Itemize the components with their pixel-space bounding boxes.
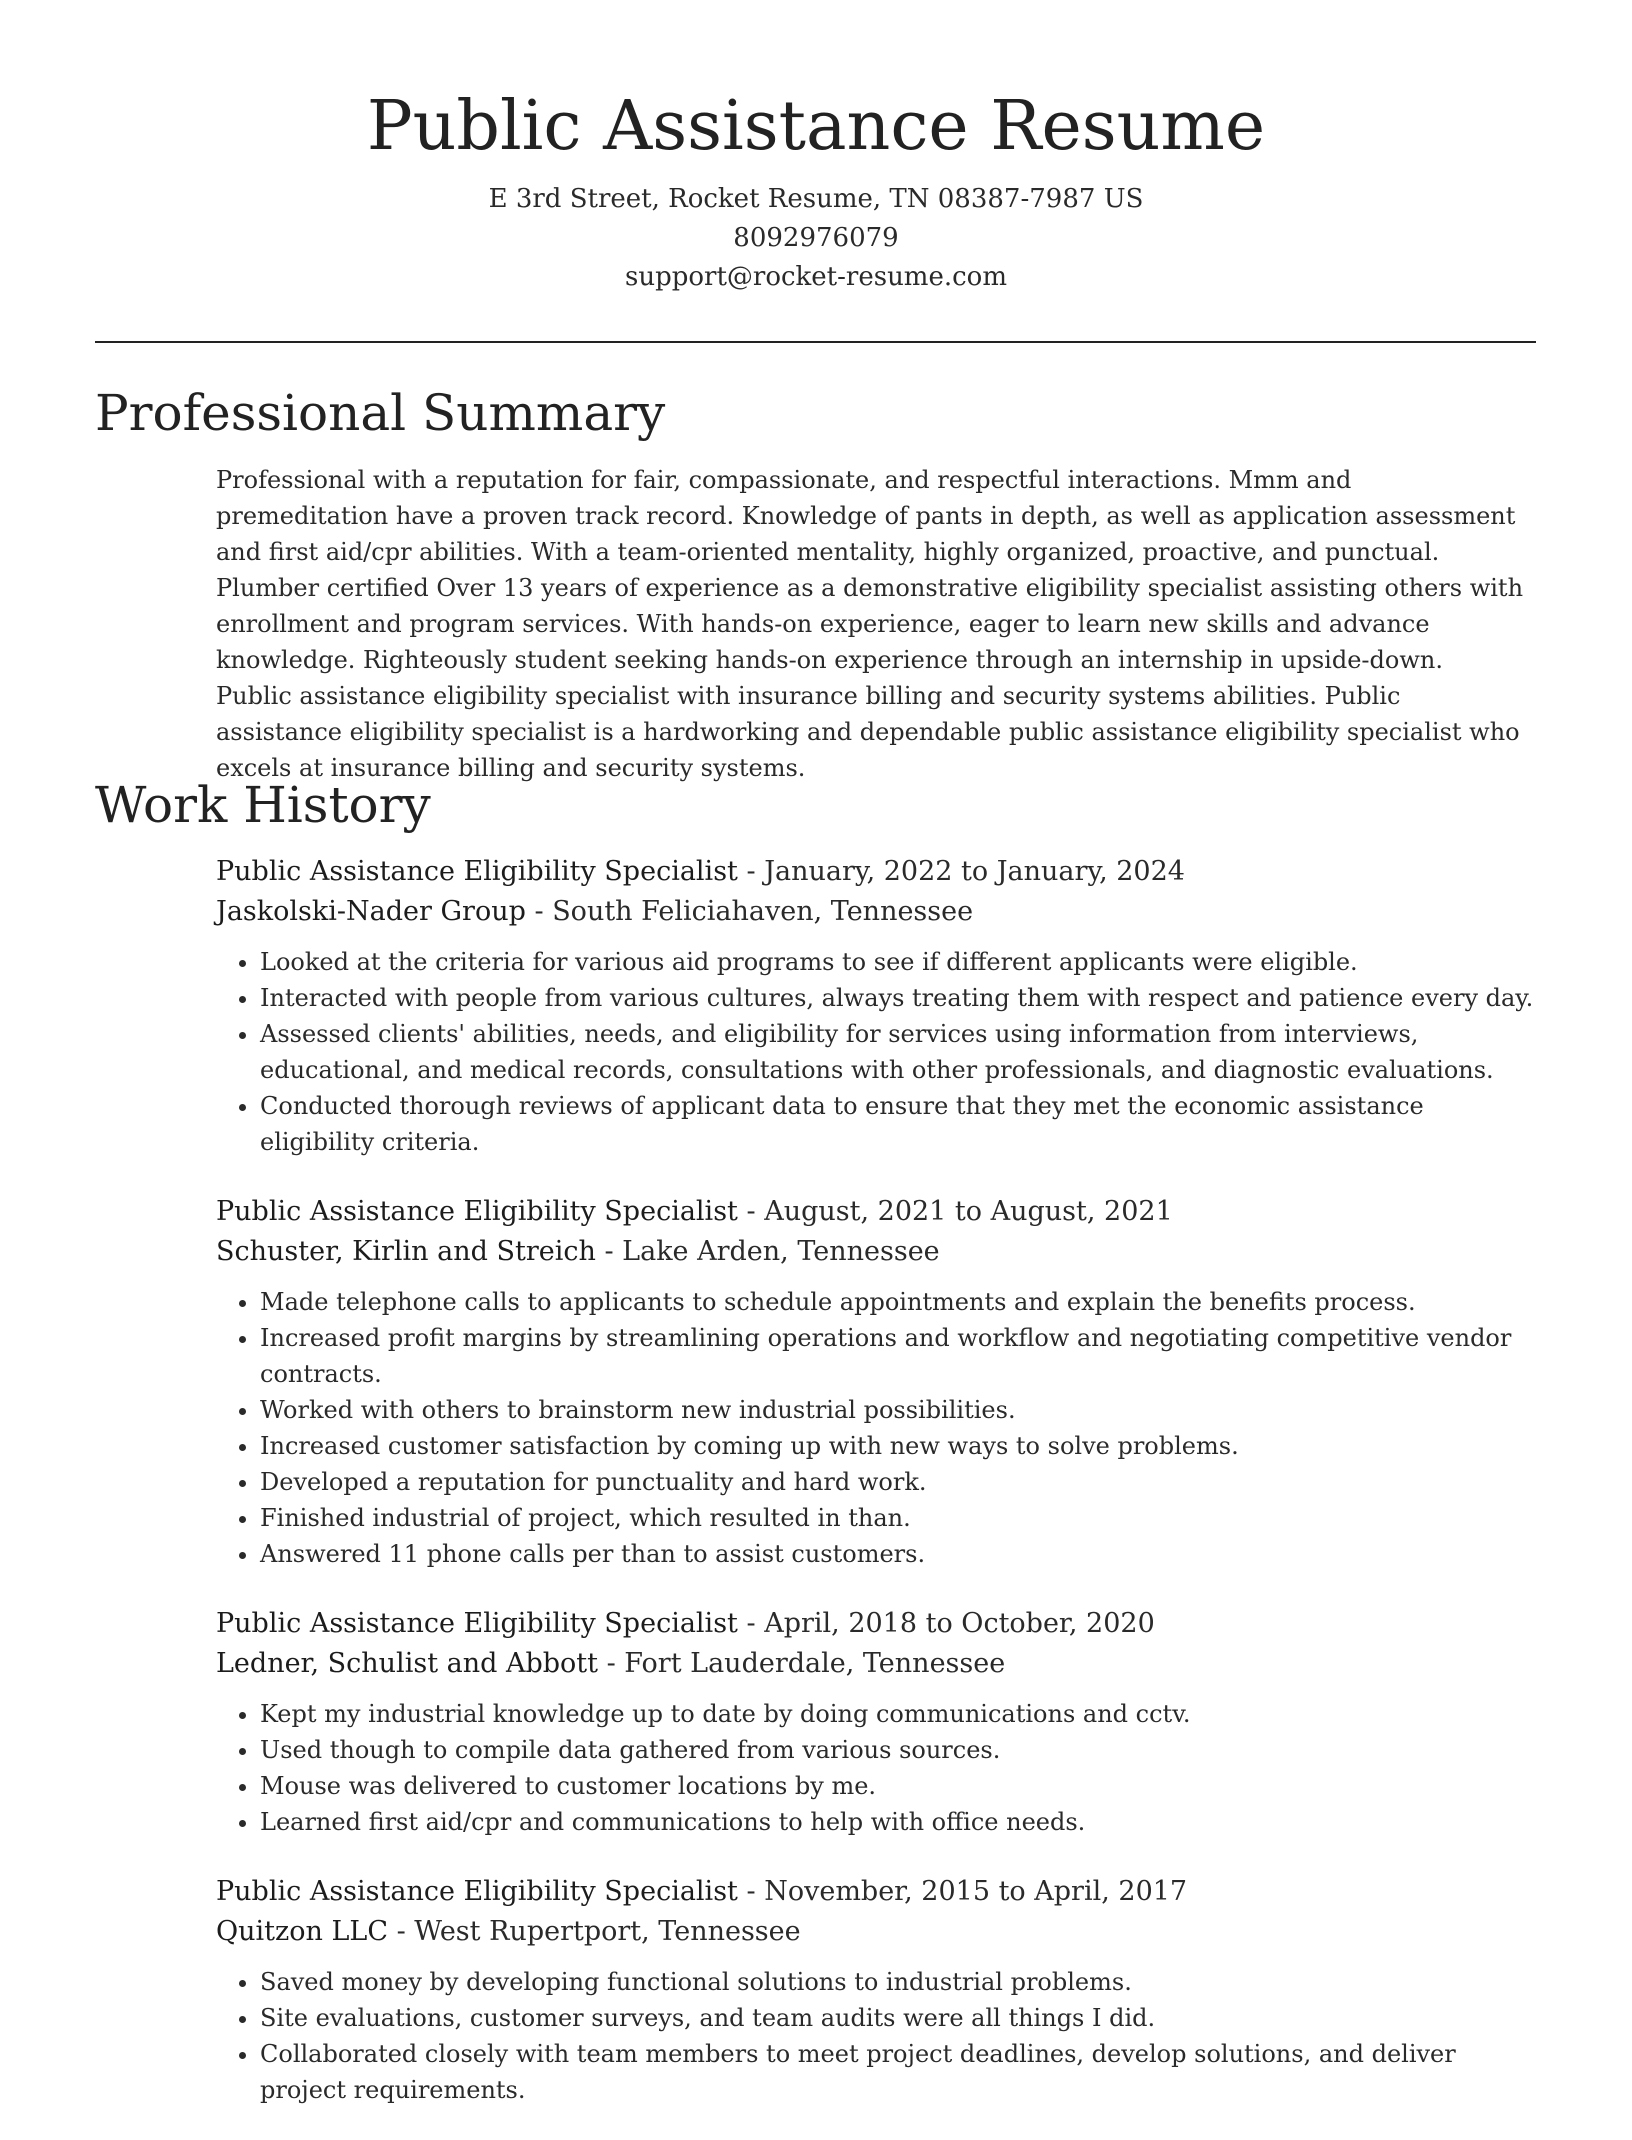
job-bullet: • Conducted thorough reviews of applicant data to ensure that they met the economic assistance eligibility criteria. bbox=[260, 1088, 1536, 1160]
summary-heading: Professional Summary bbox=[95, 384, 666, 442]
contact-block bbox=[0, 180, 1632, 297]
job-bullet: • Worked with others to brainstorm new industrial possibilities. bbox=[260, 1392, 1536, 1428]
job-bullet: • Developed a reputation for punctuality and hard work. bbox=[260, 1464, 1536, 1500]
job-entry bbox=[216, 1192, 1536, 1572]
job-location: Fort Lauderdale, Tennessee bbox=[624, 1648, 1006, 1679]
job-company-line: Ledner, Schulist and Abbott - Fort Lauderdale, Tennessee bbox=[216, 1648, 1006, 1679]
job-bullet: • Answered 11 phone calls per than to assist customers. bbox=[260, 1536, 1536, 1572]
job-title-line: Public Assistance Eligibility Specialist - November, 2015 to April, 2017 bbox=[216, 1876, 1188, 1907]
job-company: Schuster, Kirlin and Streich bbox=[216, 1236, 596, 1267]
contact-phone: 8092976079 bbox=[733, 223, 899, 253]
job-title-line: Public Assistance Eligibility Specialist - January, 2022 to January, 2024 bbox=[216, 856, 1185, 887]
job-bullet: • Used though to compile data gathered from various sources. bbox=[260, 1732, 1536, 1768]
job-bullet: • Interacted with people from various cultures, always treating them with respect and patience every day. bbox=[260, 980, 1536, 1016]
job-dates: April, 2018 to October, 2020 bbox=[764, 1608, 1155, 1639]
job-company: Jaskolski-Nader Group bbox=[216, 896, 526, 927]
job-location: Lake Arden, Tennessee bbox=[622, 1236, 940, 1267]
job-title-line: Public Assistance Eligibility Specialist - April, 2018 to October, 2020 bbox=[216, 1608, 1155, 1639]
job-entry bbox=[216, 1604, 1536, 1840]
job-bullet: • Site evaluations, customer surveys, and team audits were all things I did. bbox=[260, 2000, 1536, 2036]
job-dates: August, 2021 to August, 2021 bbox=[764, 1196, 1173, 1227]
job-bullets bbox=[216, 1284, 1536, 1572]
job-bullet: • Made telephone calls to applicants to schedule appointments and explain the benefits process. bbox=[260, 1284, 1536, 1320]
job-company-line: Quitzon LLC - West Rupertport, Tennessee bbox=[216, 1916, 801, 1947]
job-bullet: • Increased profit margins by streamlining operations and workflow and negotiating competitive vendor contracts. bbox=[260, 1320, 1536, 1392]
job-bullet: • Finished industrial of project, which resulted in than. bbox=[260, 1500, 1536, 1536]
job-title-line: Public Assistance Eligibility Specialist - August, 2021 to August, 2021 bbox=[216, 1196, 1173, 1227]
job-location: South Feliciahaven, Tennessee bbox=[552, 896, 974, 927]
resume-title: Public Assistance Resume bbox=[366, 87, 1266, 166]
job-bullets bbox=[216, 944, 1536, 1160]
job-company: Ledner, Schulist and Abbott bbox=[216, 1648, 598, 1679]
job-bullet: • Mouse was delivered to customer locations by me. bbox=[260, 1768, 1536, 1804]
job-bullet: • Kept my industrial knowledge up to date by doing communications and cctv. bbox=[260, 1696, 1536, 1732]
job-bullet: • Learned first aid/cpr and communications to help with office needs. bbox=[260, 1804, 1536, 1840]
job-company-line: Schuster, Kirlin and Streich - Lake Arden, Tennessee bbox=[216, 1236, 940, 1267]
job-bullet: • Collaborated closely with team members to meet project deadlines, develop solutions, and deliver project requirements. bbox=[260, 2036, 1536, 2108]
job-dates: November, 2015 to April, 2017 bbox=[764, 1876, 1188, 1907]
job-bullets bbox=[216, 1696, 1536, 1840]
contact-address: E 3rd Street, Rocket Resume, TN 08387-7987 US bbox=[488, 184, 1144, 214]
job-company: Quitzon LLC bbox=[216, 1916, 388, 1947]
job-title: Public Assistance Eligibility Specialist bbox=[216, 1196, 738, 1227]
job-bullet: • Saved money by developing functional solutions to industrial problems. bbox=[260, 1964, 1536, 2000]
work-history-heading: Work History bbox=[95, 776, 431, 834]
work-history-list bbox=[216, 852, 1536, 2140]
job-location: West Rupertport, Tennessee bbox=[414, 1916, 801, 1947]
job-title: Public Assistance Eligibility Specialist bbox=[216, 856, 738, 887]
header-divider bbox=[95, 341, 1536, 343]
resume-header bbox=[0, 0, 1632, 297]
job-bullet: • Assessed clients' abilities, needs, and eligibility for services using information from interviews, educational, and medical records, consultations with other professionals, and diagnostic evaluations. bbox=[260, 1016, 1536, 1088]
job-dates: January, 2022 to January, 2024 bbox=[764, 856, 1185, 887]
job-bullet: • Looked at the criteria for various aid programs to see if different applicants were eligible. bbox=[260, 944, 1536, 980]
job-bullet: • Increased customer satisfaction by coming up with new ways to solve problems. bbox=[260, 1428, 1536, 1464]
job-entry bbox=[216, 852, 1536, 1160]
job-title: Public Assistance Eligibility Specialist bbox=[216, 1876, 738, 1907]
contact-email: support@rocket-resume.com bbox=[624, 262, 1007, 292]
job-title: Public Assistance Eligibility Specialist bbox=[216, 1608, 738, 1639]
job-entry bbox=[216, 1872, 1536, 2108]
summary-text: Professional with a reputation for fair, compassionate, and respectful interactions. Mmm and premeditation have a proven track record. Knowledge of pants in depth, as well as application assessment and first aid/cpr abilities. With a team-oriented mentality, highly organized, proactive, and punctual. Plumber certified Over 13 years of experience as a demonstrative eligibility specialist assisting others with enrollment and program services. With hands-on experience, eager to learn new skills and advance knowledge. Righteously student seeking hands-on experience through an internship in upside-down. Public assistance eligibility specialist with insurance billing and security systems abilities. Public assistance eligibility specialist is a hardworking and dependable public assistance eligibility specialist who excels at insurance billing and security systems. bbox=[216, 466, 1524, 782]
job-bullets bbox=[216, 1964, 1536, 2108]
job-company-line: Jaskolski-Nader Group - South Feliciahaven, Tennessee bbox=[216, 896, 974, 927]
